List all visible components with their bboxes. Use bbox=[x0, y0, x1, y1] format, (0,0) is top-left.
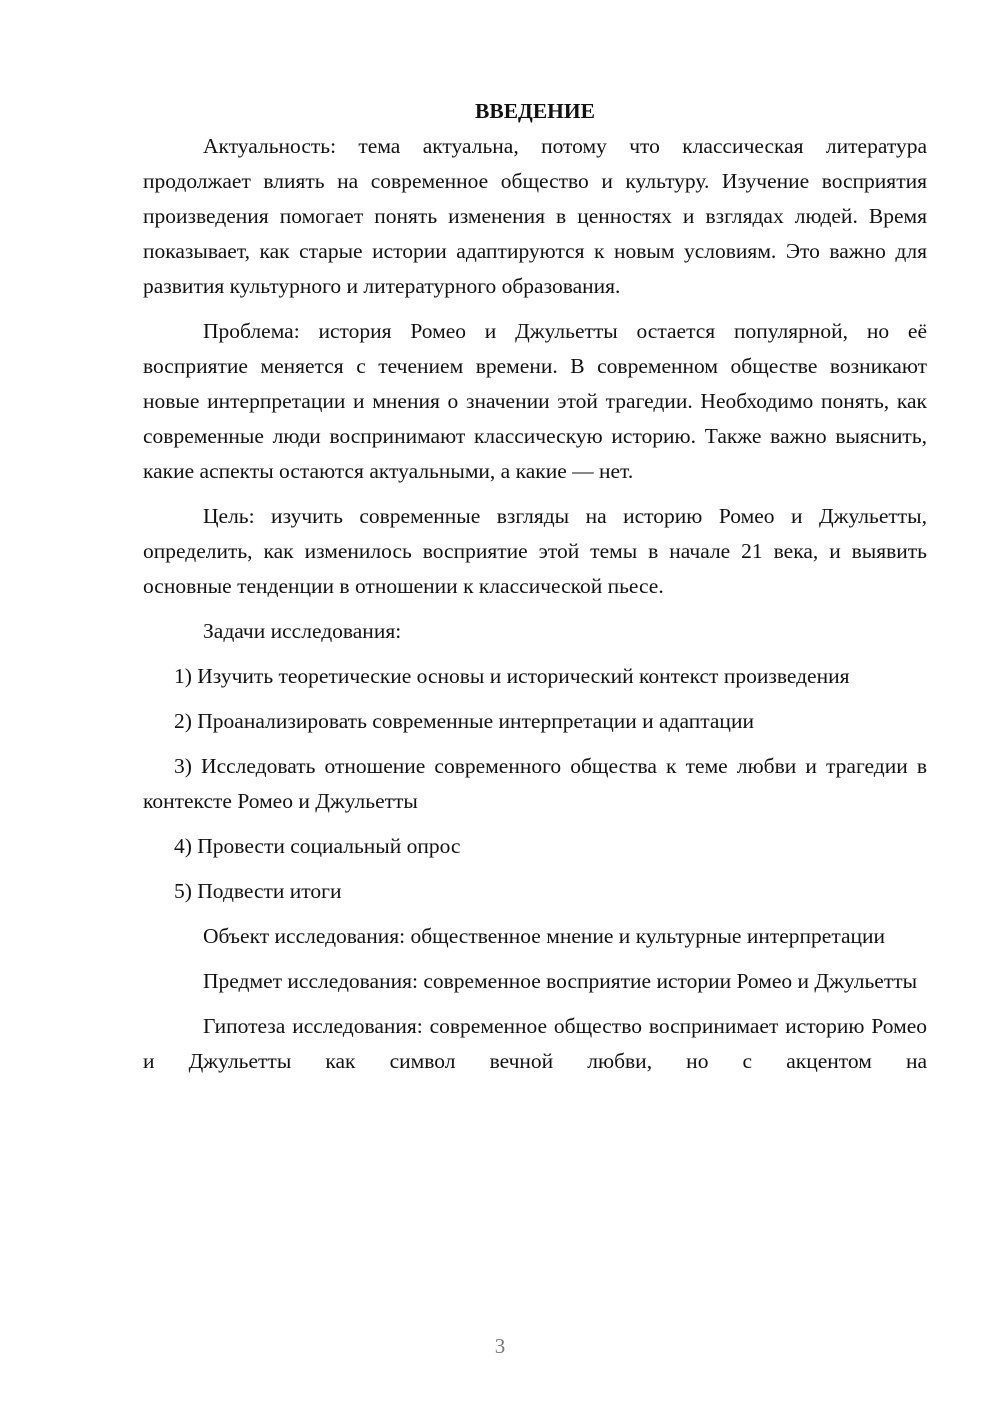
section-title: ВВЕДЕНИЕ bbox=[475, 99, 595, 123]
paragraph-subject: Предмет исследования: современное восприятие истории Ромео и Джульетты bbox=[203, 969, 918, 993]
paragraph-tasks-heading: Задачи исследования: bbox=[203, 619, 402, 643]
task-item-4: 4) Провести социальный опрос bbox=[174, 834, 461, 858]
task-item-1: 1) Изучить теоретические основы и исторический контекст произведения bbox=[174, 664, 850, 688]
paragraph-goal: Цель: изучить современные взгляды на историю Ромео и Джульетты, определить, как изменилось восприятие этой темы в начале 21 века, и выявить основные тенденции в отношении к классической пьесе. bbox=[143, 504, 927, 598]
paragraph-relevance: Актуальность: тема актуальна, потому что классическая литература продолжает влиять на современное общество и культуру. Изучение восприятия произведения помогает понять изменения в ценностях и взглядах людей. Время показывает, как старые истории адаптируются к новым условиям. Это важно для развития культурного и литературного образования. bbox=[143, 134, 927, 298]
page-number: 3 bbox=[494, 1334, 506, 1358]
task-item-3: 3) Исследовать отношение современного общества к теме любви и трагедии в контексте Ромео и Джульетты bbox=[143, 754, 927, 813]
paragraph-problem: Проблема: история Ромео и Джульетты остается популярной, но её восприятие меняется с течением времени. В современном обществе возникают новые интерпретации и мнения о значении этой трагедии. Необходимо понять, как современные люди воспринимают классическую историю. Также важно выяснить, какие аспекты остаются актуальными, а какие — нет. bbox=[143, 319, 927, 483]
page-content bbox=[143, 94, 927, 1089]
task-item-2: 2) Проанализировать современные интерпретации и адаптации bbox=[174, 709, 754, 733]
paragraph-hypothesis: Гипотеза исследования: современное общество воспринимает историю Ромео и Джульетты как символ вечной любви, но с акцентом на bbox=[143, 1014, 927, 1073]
paragraph-object: Объект исследования: общественное мнение и культурные интерпретации bbox=[203, 924, 886, 948]
task-item-5: 5) Подвести итоги bbox=[174, 879, 342, 903]
